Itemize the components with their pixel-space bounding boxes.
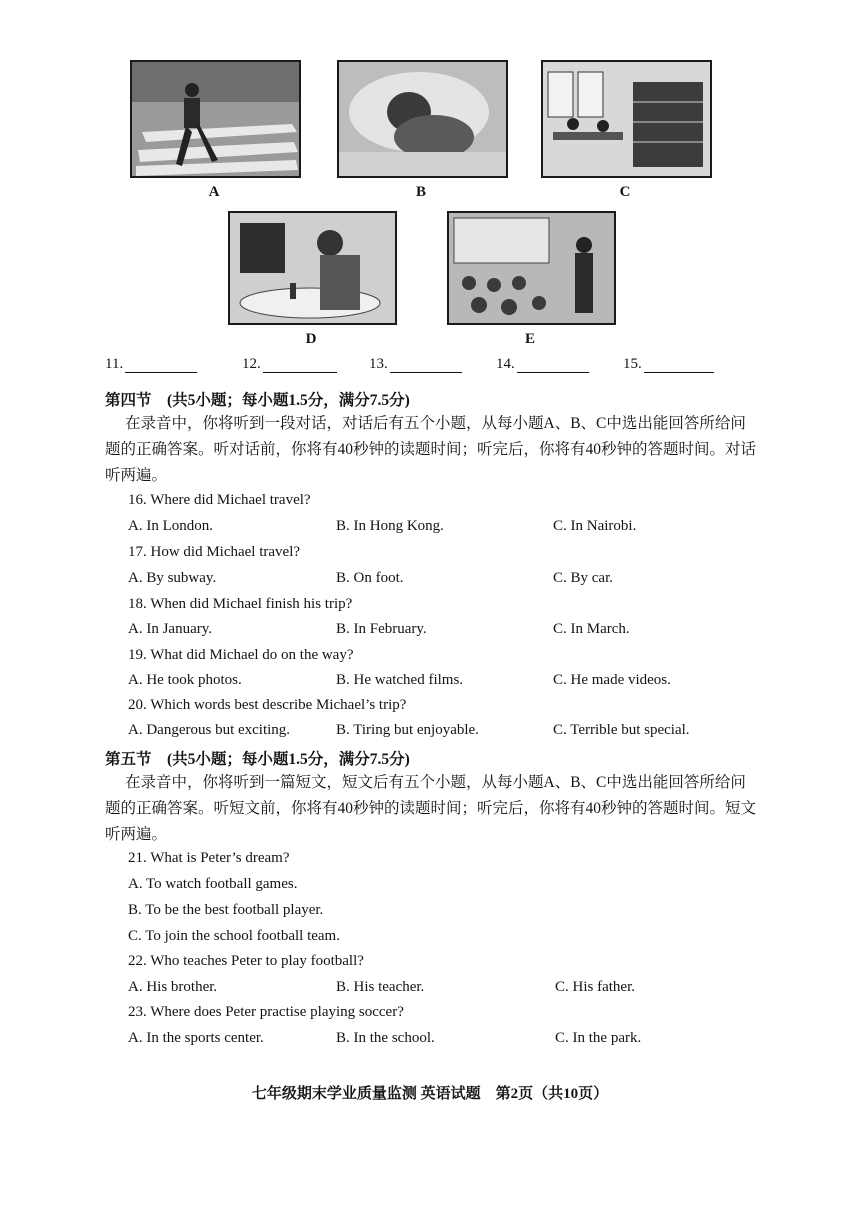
picture-label-c: C [619,184,631,200]
picture-a [130,60,301,178]
question-16: 16. Where did Michael travel? [128,492,311,508]
option-17b[interactable]: B. On foot. [336,570,404,586]
question-18: 18. When did Michael finish his trip? [128,596,353,612]
classroom-icon [449,213,614,323]
question-17: 17. How did Michael travel? [128,544,301,560]
answer-blank-13[interactable]: 13. [369,356,462,373]
picture-label-e: E [524,331,535,347]
option-19a[interactable]: A. He took photos. [128,672,242,688]
answer-blank-12[interactable]: 12. [242,356,337,373]
section5-heading: 第五节 (共5小题；每小题1.5分，满分7.5分) [105,751,410,768]
instruction-line: 题的正确答案。听短文前，你将有40秒钟的读题时间；听完后，你将有40秒钟的答题时间。短文 [105,800,757,817]
option-22c[interactable]: C. His father. [555,979,635,995]
person-sleeping-icon [339,62,506,176]
picture-b [337,60,508,178]
answer-blank-11[interactable]: 11. [105,356,197,373]
question-23: 23. Where does Peter practise playing soccer? [128,1004,404,1020]
picture-label-a: A [208,184,220,200]
picture-label-b: B [415,184,426,200]
option-19b[interactable]: B. He watched films. [336,672,464,688]
question-19: 19. What did Michael do on the way? [128,647,354,663]
section4-heading: 第四节 (共5小题；每小题1.5分，满分7.5分) [105,392,410,409]
picture-e [447,211,616,325]
picture-label-d: D [305,331,317,347]
option-18b[interactable]: B. In February. [336,621,427,637]
section5-instructions [105,770,770,848]
option-17c[interactable]: C. By car. [553,570,613,586]
question-21: 21. What is Peter’s dream? [128,850,290,866]
option-18a[interactable]: A. In January. [128,621,213,637]
instruction-line: 听两遍。 [105,467,168,484]
option-16b[interactable]: B. In Hong Kong. [336,518,444,534]
option-21c[interactable]: C. To join the school football team. [128,928,340,944]
person-crossing-street-icon [132,62,299,176]
library-icon [543,62,710,176]
washing-hands-icon [230,213,395,323]
option-23c[interactable]: C. In the park. [555,1030,642,1046]
instruction-line: 在录音中，你将听到一段对话，对话后有五个小题，从每小题A、B、C中选出能回答所给问 [125,415,746,432]
option-21b[interactable]: B. To be the best football player. [128,902,324,918]
option-20b[interactable]: B. Tiring but enjoyable. [336,722,479,738]
option-20c[interactable]: C. Terrible but special. [553,722,690,738]
option-21a[interactable]: A. To watch football games. [128,876,298,892]
instruction-line: 在录音中，你将听到一篇短文，短文后有五个小题，从每小题A、B、C中选出能回答所给问 [125,774,746,791]
option-19c[interactable]: C. He made videos. [553,672,671,688]
option-17a[interactable]: A. By subway. [128,570,217,586]
picture-d [228,211,397,325]
option-16c[interactable]: C. In Nairobi. [553,518,637,534]
page-footer: 七年级期末学业质量监测 英语试题 第2页（共10页） [251,1086,609,1102]
instruction-line: 题的正确答案。听对话前，你将有40秒钟的读题时间；听完后，你将有40秒钟的答题时间。对话 [105,441,757,458]
option-22b[interactable]: B. His teacher. [336,979,425,995]
picture-c [541,60,712,178]
section4-instructions [105,411,770,489]
option-23b[interactable]: B. In the school. [336,1030,435,1046]
question-22: 22. Who teaches Peter to play football? [128,953,364,969]
option-23a[interactable]: A. In the sports center. [128,1030,264,1046]
question-20: 20. Which words best describe Michael’s trip? [128,697,407,713]
answer-blank-14[interactable]: 14. [496,356,589,373]
instruction-line: 听两遍。 [105,826,168,843]
answer-blank-15[interactable]: 15. [623,356,714,373]
option-22a[interactable]: A. His brother. [128,979,218,995]
option-16a[interactable]: A. In London. [128,518,213,534]
option-20a[interactable]: A. Dangerous but exciting. [128,722,291,738]
option-18c[interactable]: C. In March. [553,621,630,637]
